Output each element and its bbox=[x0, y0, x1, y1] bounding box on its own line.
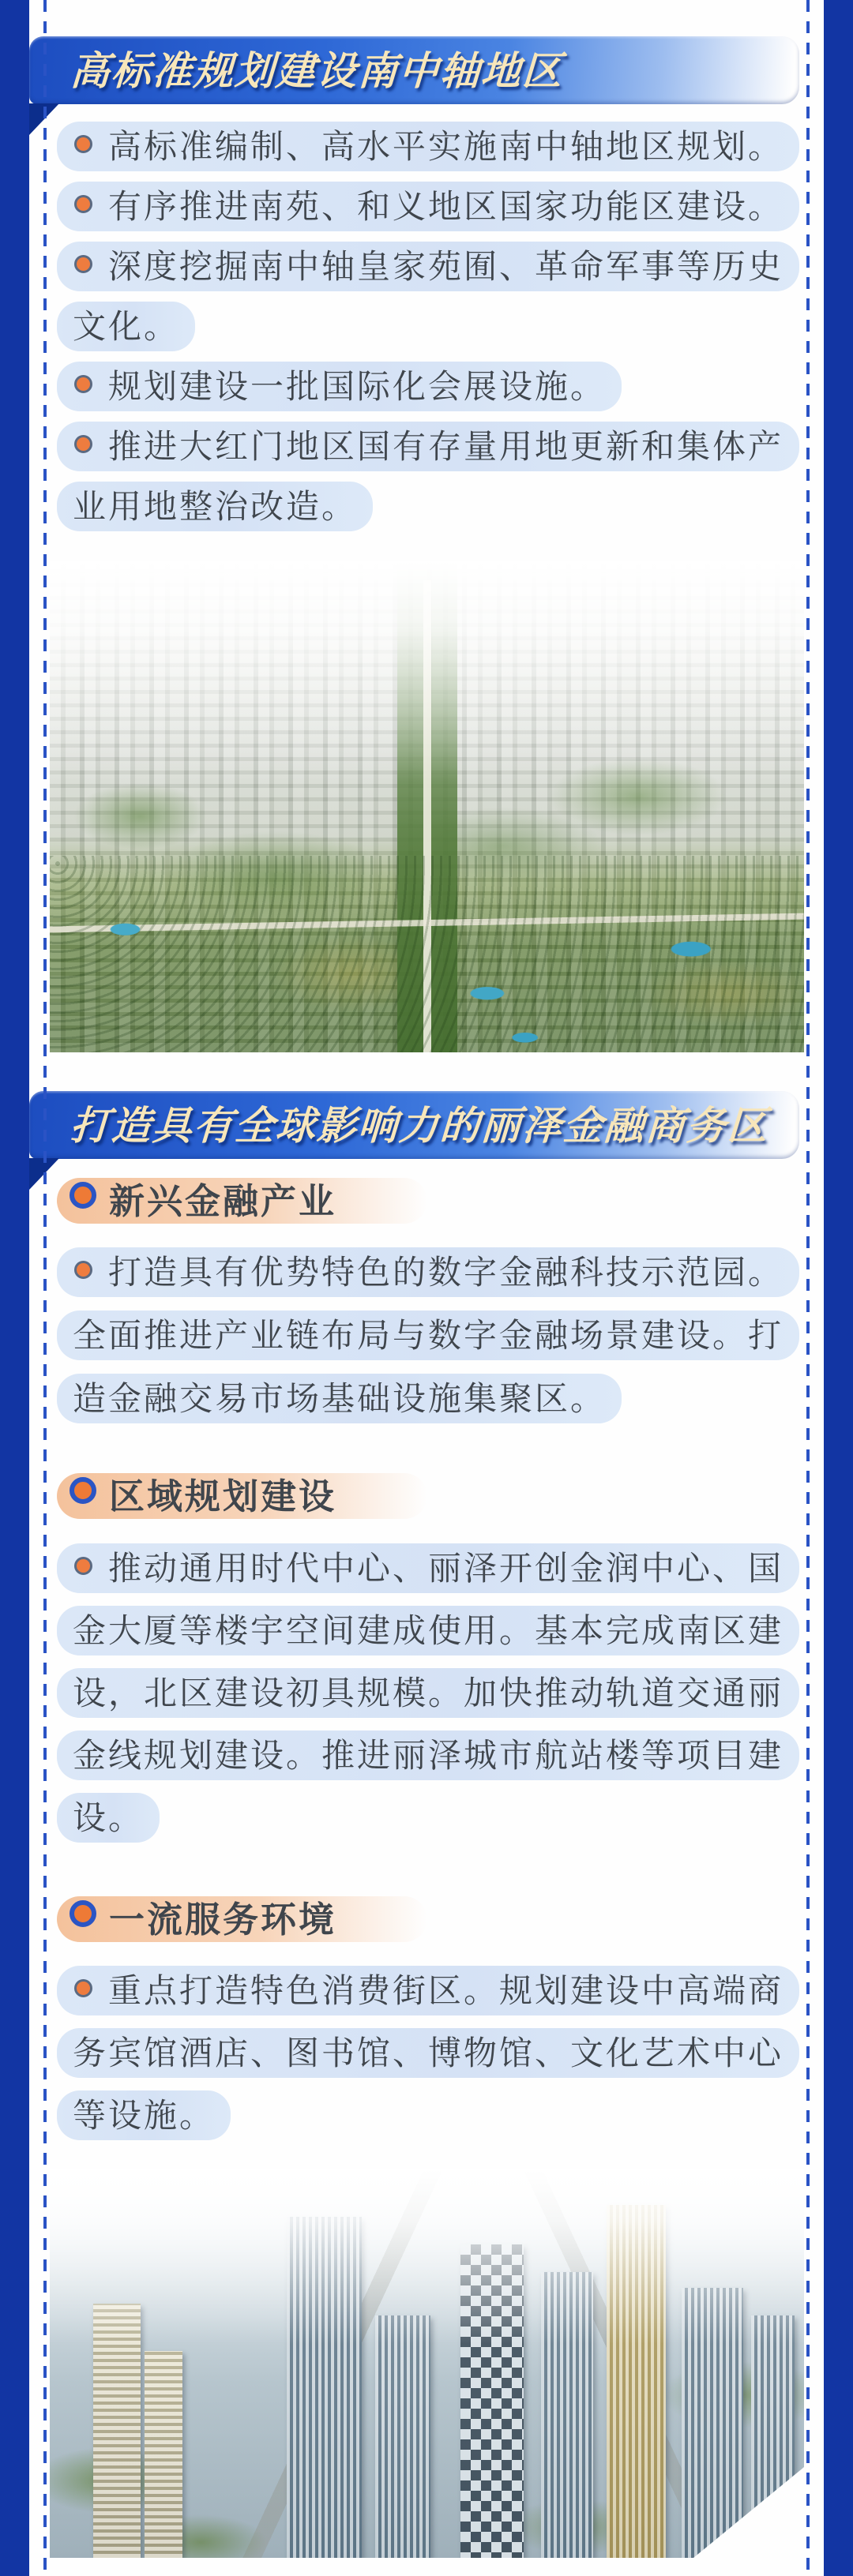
list-item bbox=[57, 1537, 803, 1849]
list-item bbox=[57, 1241, 803, 1430]
section2-banner bbox=[29, 1091, 799, 1159]
section-bullet-icon bbox=[70, 1900, 96, 1927]
subsection-title: 区域规划建设 bbox=[109, 1476, 337, 1517]
subsection-title-pill bbox=[57, 1473, 427, 1519]
list-item-text: 规划建设一批国际化会展设施。 bbox=[108, 368, 607, 405]
lize-skyline-image bbox=[50, 2169, 804, 2558]
subsection-service-environment-body bbox=[57, 1959, 803, 2147]
skyline-haze bbox=[50, 2169, 804, 2344]
south-axis-aerial-image bbox=[50, 561, 804, 1052]
content-card bbox=[29, 0, 824, 2576]
section-bullet-icon bbox=[70, 1182, 96, 1209]
bullet-icon bbox=[74, 255, 92, 273]
list-item-text: 高标准编制、高水平实施南中轴地区规划。 bbox=[108, 128, 784, 165]
section-bullet-icon bbox=[70, 1477, 96, 1504]
section1-list bbox=[57, 117, 803, 537]
subsection-service-environment bbox=[57, 1896, 427, 1942]
list-item-text: 推进大红门地区国有存量用地更新和集体产业用地整治改造。 bbox=[73, 428, 784, 525]
list-item bbox=[57, 117, 803, 177]
subsection-title: 新兴金融产业 bbox=[109, 1181, 337, 1221]
bullet-icon bbox=[74, 135, 92, 153]
bullet-icon bbox=[74, 1979, 92, 1997]
subsection-finance-industry-body bbox=[57, 1241, 803, 1430]
subsection-regional-planning bbox=[57, 1473, 427, 1519]
list-item-text: 推动通用时代中心、丽泽开创金润中心、国金大厦等楼宇空间建成使用。基本完成南区建设，北区建设初具规模。加快推动轨道交通丽金线规划建设。推进丽泽城市航站楼等项目建设。 bbox=[73, 1550, 784, 1836]
section1-banner-title: 高标准规划建设南中轴地区 bbox=[69, 49, 565, 93]
list-item-text: 有序推进南苑、和义地区国家功能区建设。 bbox=[108, 188, 784, 225]
bullet-icon bbox=[74, 1557, 92, 1575]
bullet-icon bbox=[74, 1261, 92, 1279]
bullet-icon bbox=[74, 435, 92, 453]
subsection-title-pill bbox=[57, 1178, 427, 1224]
aerial-haze bbox=[50, 561, 804, 782]
subsection-regional-planning-body bbox=[57, 1537, 803, 1849]
list-item bbox=[57, 357, 803, 417]
list-item bbox=[57, 237, 803, 357]
list-item-text: 重点打造特色消费街区。规划建设中高端商务宾馆酒店、图书馆、博物馆、文化艺术中心等设施。 bbox=[73, 1972, 784, 2134]
list-item bbox=[57, 417, 803, 537]
list-item bbox=[57, 177, 803, 237]
list-item bbox=[57, 1959, 803, 2147]
section2-banner-title: 打造具有全球影响力的丽泽金融商务区 bbox=[69, 1104, 770, 1148]
list-item-text: 打造具有优势特色的数字金融科技示范园。全面推进产业链布局与数字金融场景建设。打造金融交易市场基础设施集聚区。 bbox=[73, 1254, 784, 1417]
bullet-icon bbox=[74, 195, 92, 213]
skyline-tower bbox=[145, 2351, 182, 2558]
list-item-text: 深度挖掘南中轴皇家苑囿、革命军事等历史文化。 bbox=[73, 248, 784, 345]
subsection-title: 一流服务环境 bbox=[109, 1899, 337, 1940]
subsection-title-pill bbox=[57, 1896, 427, 1942]
dashed-border-left bbox=[43, 0, 47, 2576]
subsection-finance-industry bbox=[57, 1178, 427, 1224]
bullet-icon bbox=[74, 375, 92, 393]
section1-banner bbox=[29, 36, 799, 104]
dashed-border-right bbox=[806, 0, 810, 2576]
skyline-tower bbox=[375, 2315, 430, 2558]
